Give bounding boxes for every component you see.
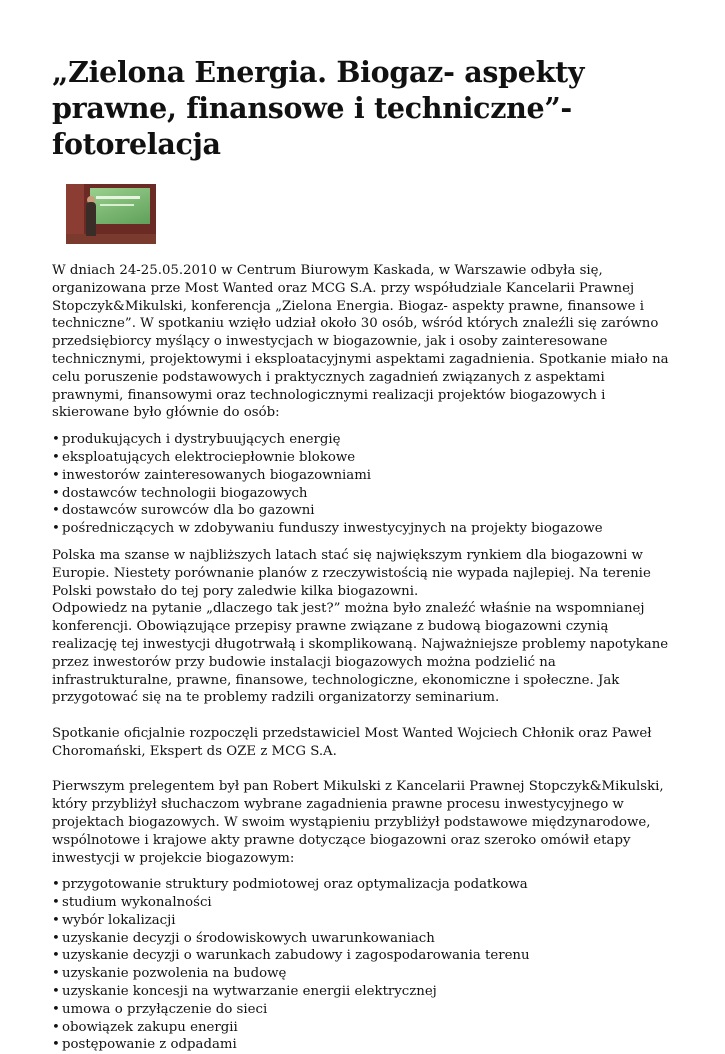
list-item: • wybór lokalizacji [52, 912, 673, 930]
intro-paragraph: W dniach 24-25.05.2010 w Centrum Biurowym Kaskada, w Warszawie odbyła się, organizowana prze Most Wanted oraz MCG S.A. przy współudziale Kancelarii Prawnej Stopczyk&Mikulski, konferencja „Zielona Energia. Biogaz- aspekty prawne, finansowe i techniczne”. W spotkaniu wzięło udział około 30 osób, wśród których znaleźli się zarówno przedsiębiorcy myślący o inwestycjach w biogazownie, jak i osoby zainteresowane technicznymi, projektowymi i eksploatacyjnymi aspektami zagadnienia. Spotkanie miało na celu poruszenie podstawowych i praktycznych zagadnień związanych z aspektami prawnymi, finansowymi oraz technologicznymi realizacji projektów biogazowych i skierowane było głównie do osób: [52, 263, 669, 421]
list-item: • studium wykonalności [52, 894, 673, 912]
answer-paragraph: Odpowiedz na pytanie „dlaczego tak jest?” można było znaleźć właśnie na wspomnianej konferencji. Obowiązujące przepisy prawne związane z budową biogazowni czynią realizację tej inwestycji długotrwałą i skomplikowaną. Najważniejsze problemy napotykane przez inwestorów przy budowie instalacji biogazowych można podzielić na infrastrukturalne, prawne, finansowe, technologiczne, ekonomiczne i społeczne. Jak przygotować się na te problemy radzili organizatorzy seminarium. [52, 601, 669, 706]
investment-stages-list [52, 876, 673, 1054]
list-item: • postępowanie z odpadami [52, 1036, 673, 1054]
list-item: • eksploatujących elektrociepłownie blokowe [52, 449, 673, 467]
article-title: „Zielona Energia. Biogaz- aspekty prawne, finansowe i techniczne”- fotorelacja [52, 55, 585, 161]
list-item: • pośredniczących w zdobywaniu funduszy inwestycyjnych na projekty biogazowe [52, 520, 673, 538]
speaker-paragraph: Pierwszym prelegentem był pan Robert Mikulski z Kancelarii Prawnej Stopczyk&Mikulski, który przybliżył słuchaczom wybrane zagadnienia prawne procesu inwestycyjnego w projektach biogazowych. W swoim wystąpieniu przybliżył podstawowe międzynarodowe, wspólnotowe i krajowe akty prawne dotyczące biogazowni oraz szeroko omówił etapy inwestycji w projekcie biogazowym: [52, 779, 664, 866]
poland-paragraph: Polska ma szanse w najbliższych latach stać się największym rynkiem dla biogazowni w Europie. Niestety porównanie planów z rzeczywistością nie wypada najlepiej. Na terenie Polski powstało do tej pory zaledwie kilka biogazowni. [52, 547, 651, 599]
list-item: • uzyskanie decyzji o warunkach zabudowy i zagospodarowania terenu [52, 947, 673, 965]
list-item: • przygotowanie struktury podmiotowej oraz optymalizacja podatkowa [52, 876, 673, 894]
opening-paragraph: Spotkanie oficjalnie rozpoczęli przedstawiciel Most Wanted Wojciech Chłonik oraz Paweł Choromański, Ekspert ds OZE z MCG S.A. [52, 725, 652, 759]
list-item: • uzyskanie pozwolenia na budowę [52, 965, 673, 983]
list-item: • obowiązek zakupu energii [52, 1019, 673, 1037]
list-item: • inwestorów zainteresowanych biogazowniami [52, 467, 673, 485]
article-body [52, 262, 673, 1054]
list-item: • dostawców technologii biogazowych [52, 485, 673, 503]
list-item: • uzyskanie koncesji na wytwarzanie energii elektrycznej [52, 983, 673, 1001]
list-item: • umowa o przyłączenie do sieci [52, 1001, 673, 1019]
list-item: • uzyskanie decyzji o środowiskowych uwarunkowaniach [52, 930, 673, 948]
list-item: • produkujących i dystrybuujących energię [52, 431, 673, 449]
audience-list [52, 431, 673, 538]
list-item: • dostawców surowców dla bo gazowni [52, 502, 673, 520]
conference-photo [66, 184, 156, 244]
